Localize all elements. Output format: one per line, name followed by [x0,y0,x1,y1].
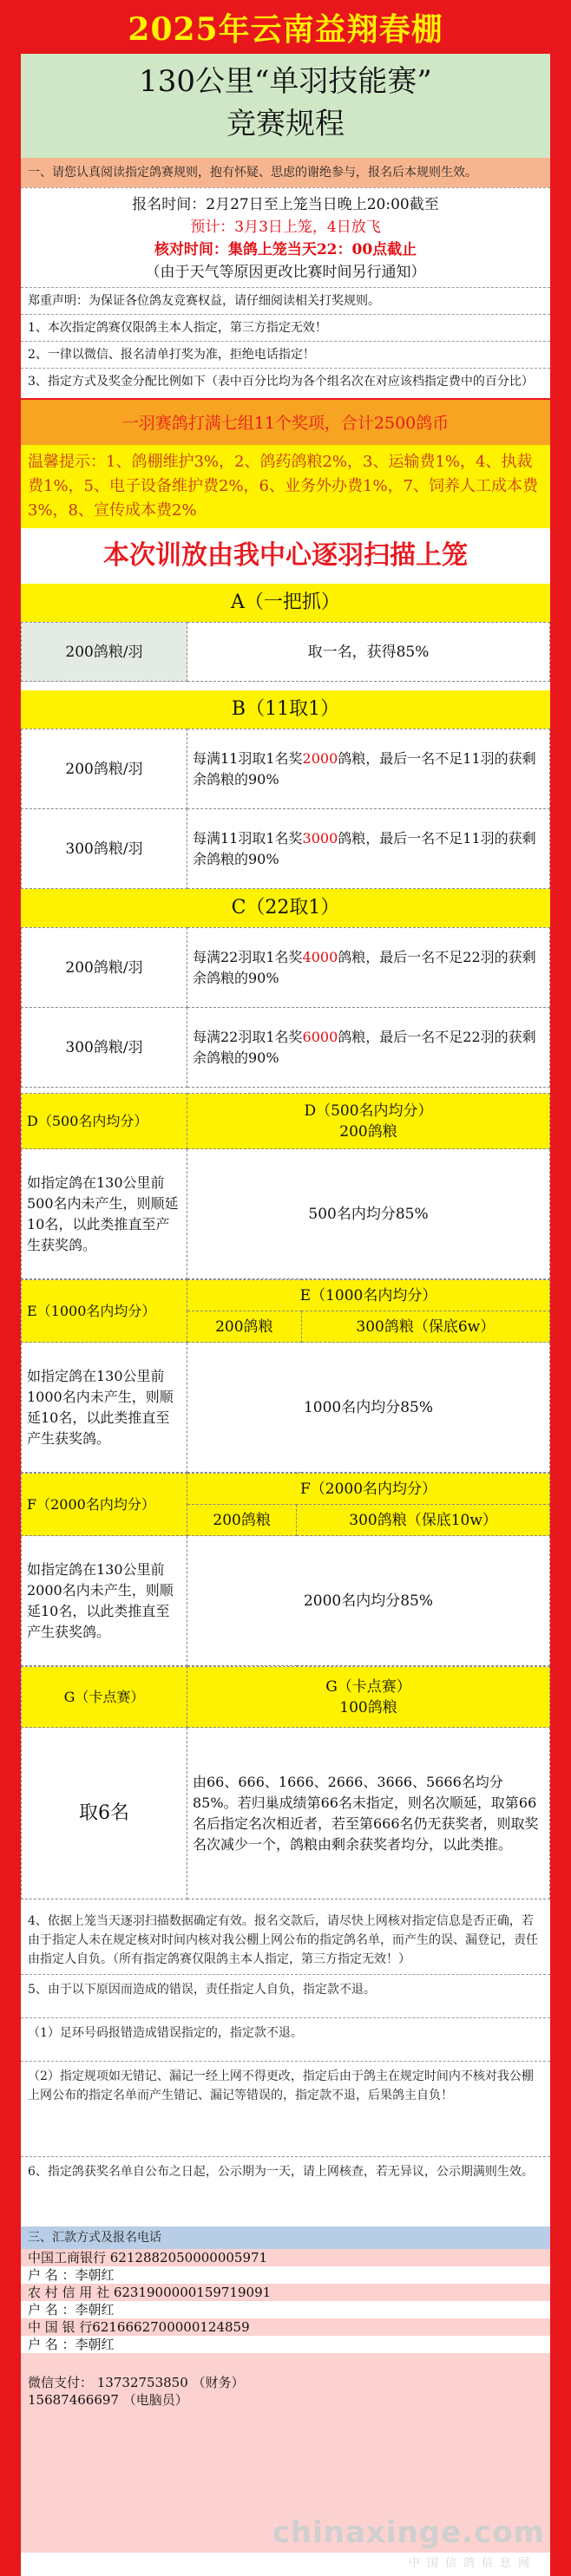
accounts-header: 三、汇款方式及报名电话 [21,2226,550,2249]
section-b-table [21,729,550,889]
prize-amount: 3000 [302,829,338,847]
section-a-table [21,622,550,682]
section-f-prize: 2000名内均分85% [187,1536,550,1666]
account-line: 农 村 信 用 社 6231900000159719091 [21,2284,550,2301]
scan-notice: 本次训放由我中心逐羽扫描上笼 [103,540,468,571]
note-5-2: （2）指定规项如无错记、漏记一经上网不得更改，指定后由于鸽主在规定时间内不核对我公棚上网公布的指定名单而产生错记、漏记等错误的，指定款不退，后果鸽主自负！ [21,2062,550,2157]
section-b-header: B（11取1） [21,690,550,729]
section-c-fee-2: 300鸽粮/羽 [22,1008,187,1088]
section-e-rule: 如指定鸽在130公里前1000名内未产生，则顺延10名，以此类推直至产生获奖鸽。 [22,1343,187,1473]
note-4: 4、依据上笼当天逐羽扫描数据确定有效。报名交款后，请尽快上网核对指定信息是否正确，若由于指定人未在规定核对时间内核对我公棚上网公布的指定鸽名单，而产生的误、漏登记，责任由指定人自负。（所有指定鸽赛仅限鸽主本人指定，第三方指定无效！） [21,1906,550,1975]
desc-text: 每满11羽取1名奖 [193,749,303,767]
account-line: 户 名 ：李朝红 [21,2336,550,2353]
header-price: 200鸽粮 [339,1122,397,1141]
section-f-table [21,1473,550,1666]
rule-1: 1、本次指定鸽赛仅限鸽主本人指定，第三方指定无效！ [21,314,550,341]
prize-amount: 6000 [302,1028,338,1045]
schedule-block [21,187,550,287]
section-c-desc-2 [187,1008,550,1088]
header-text: D（500名内均分） [304,1102,433,1120]
desc-text: 鸽粮，最后一名不足11羽的获剩余鸽粮的90% [193,829,536,867]
desc-text: 每满22羽取1名奖 [193,948,303,965]
section-c-table [21,927,550,1088]
section-a-header: A（一把抓） [21,584,550,622]
account-line: 户 名 ：李朝红 [21,2266,550,2284]
rules-poster [21,0,550,2576]
desc-text: 每满11羽取1名奖 [193,829,303,847]
section-d-left-header: D（500名内均分） [22,1094,187,1149]
section-e-right-header: E（1000名内均分） [187,1280,550,1311]
computer-operator-phone: 15687466697 （电脑员） [28,2392,188,2408]
section-c-desc-1 [187,928,550,1008]
watermark-cn: 中国信鸽信息网 [408,2557,536,2570]
header-text: G（卡点赛） [325,1677,411,1696]
section-f-rule: 如指定鸽在130公里前2000名内未产生，则顺延10名，以此类推直至产生获奖鸽。 [22,1536,187,1666]
page-title: 2025年云南益翔春棚 [128,10,443,48]
weather-note: （由于天气等原因更改比赛时间另行通知） [145,264,426,281]
section-g-left-header: G（卡点赛） [22,1667,187,1728]
section-a-desc: 取一名，获得85% [187,623,550,682]
wechat-pay: 微信支付： 13732753850 （财务） [28,2375,245,2390]
section-e-prize: 1000名内均分85% [187,1343,550,1473]
desc-text: 鸽粮，最后一名不足22羽的获剩余鸽粮的90% [193,1028,536,1066]
section-e-left-header: E（1000名内均分） [22,1280,187,1343]
section-e-option-1: 200鸽粮 [187,1311,302,1343]
section-f-option-2: 300鸽粮（保底10w） [297,1505,550,1536]
section-b-fee-1: 200鸽粮/羽 [22,729,187,809]
race-name: 130公里“单羽技能赛” [139,64,432,99]
prize-amount: 2000 [302,749,338,767]
section-a-fee: 200鸽粮/羽 [22,623,187,682]
verify-time: 核对时间：集鸽上笼当天22：00点截止 [154,241,417,258]
section-f-right-header: F（2000名内均分） [187,1474,550,1505]
section-d-table [21,1093,550,1279]
section-f-left-header: F（2000名内均分） [22,1474,187,1536]
section-g-prize: 由66、666、1666、2666、3666、5666名均分85%。若归巢成绩第66名未指定，则名次顺延，取第66名后指定名次相近者，若至第666名仍无获奖者，则取奖名次减少一个，鸽粮由剩余获奖者均分，以此类推。 [187,1728,550,1899]
section-g-table [21,1666,550,1899]
note-6: 6、指定鸽获奖名单自公布之日起，公示期为一天，请上网核查，若无异议，公示期满则生效。 [28,2165,534,2179]
section-g-rule: 取6名 [22,1728,187,1899]
note-5-1: （1）足环号码报错造成错误指定的，指定款不退。 [21,2018,550,2062]
account-line: 中 国 银 行6216662700000124859 [21,2318,550,2336]
section-e-table [21,1279,550,1473]
section-b-desc-1 [187,729,550,809]
section-b-fee-2: 300鸽粮/羽 [22,809,187,889]
section-c-fee-1: 200鸽粮/羽 [22,928,187,1008]
intro-text: 一、请您认真阅读指定鸽赛规则，抱有怀疑、思虑的谢绝参与，报名后本规则生效。 [21,158,550,187]
prize-total-bar: 一羽赛鸽打满七组11个奖项，合计2500鸽币 [21,398,550,445]
section-d-rule: 如指定鸽在130公里前500名内未产生，则顺延10名，以此类推直至产生获奖鸽。 [22,1149,187,1279]
section-c-header: C（22取1） [21,889,550,927]
section-b-desc-2 [187,809,550,889]
section-e-option-2: 300鸽粮（保底6w） [301,1311,549,1343]
section-d-right-header [187,1094,550,1149]
fee-tips: 温馨提示：1、鸽棚维护3%，2、鸽药鸽粮2%，3、运输费1%，4、执裁费1%，5、电子设备维护费2%，6、业务外办费1%，7、饲养人工成本费3%，8、宣传成本费2% [21,445,550,528]
note-5: 5、由于以下原因而造成的错误，责任指定人自负，指定款不退。 [21,1975,550,2018]
rule-3: 3、指定方式及奖金分配比例如下（表中百分比均为各个组名次在对应该档指定费中的百分比） [21,368,550,398]
account-line: 户 名 ：李朝红 [21,2301,550,2318]
rule-2: 2、一律以微信、报名清单打奖为准，拒绝电话指定！ [21,341,550,368]
watermark-site: chinaxinge.com [272,2515,545,2550]
desc-text: 鸽粮，最后一名不足22羽的获剩余鸽粮的90% [193,948,536,986]
desc-text: 鸽粮，最后一名不足11羽的获剩余鸽粮的90% [193,749,536,788]
desc-text: 每满22羽取1名奖 [193,1028,303,1045]
rules-heading: 竞赛规程 [226,107,345,141]
enroll-time: 报名时间：2月27日至上笼当日晚上20:00截至 [132,196,439,213]
section-d-prize: 500名内均分85% [187,1149,550,1279]
section-g-right-header [187,1667,550,1728]
statement: 郑重声明：为保证各位鸽友竞赛权益，请仔细阅读相关打奖规则。 [21,287,550,314]
prize-amount: 4000 [302,948,338,965]
header-price: 100鸽粮 [339,1698,397,1716]
subtitle-block [21,54,550,158]
accounts-list [21,2249,550,2353]
section-f-option-1: 200鸽粮 [187,1505,297,1536]
title-banner [21,0,550,54]
account-line: 中国工商银行 6212882050000005971 [21,2249,550,2266]
expected-date: 预计：3月3日上笼，4日放飞 [190,219,381,236]
